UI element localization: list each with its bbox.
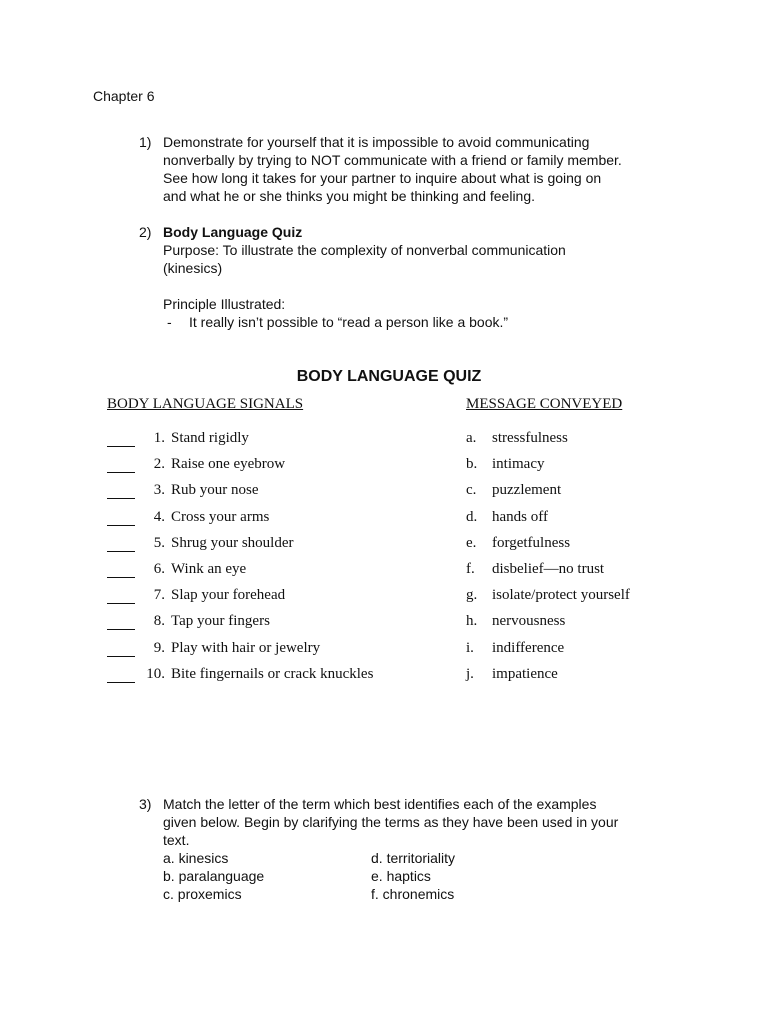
item-number: 1. bbox=[153, 430, 165, 446]
principle-item bbox=[163, 313, 683, 331]
terms-list bbox=[163, 849, 683, 903]
signal-text: Slap your forehead bbox=[171, 587, 286, 604]
term: c. proxemics bbox=[163, 886, 242, 902]
message-letter: i. bbox=[466, 639, 474, 656]
message-letter: f. bbox=[466, 561, 475, 577]
text-line: given below. Begin by clarifying the terms as they have been used in your bbox=[163, 814, 619, 830]
signal-text: Play with hair or jewelry bbox=[171, 639, 321, 656]
signal-text: Shrug your shoulder bbox=[171, 534, 294, 551]
message-text: disbelief—no trust bbox=[492, 561, 605, 577]
item-number: 3. bbox=[153, 482, 165, 499]
chapter-heading: Chapter 6 bbox=[93, 88, 155, 104]
message-text: nervousness bbox=[492, 613, 566, 630]
item-number: 6. bbox=[153, 561, 165, 577]
term: e. haptics bbox=[371, 868, 431, 884]
term: f. chronemics bbox=[371, 886, 455, 902]
messages-column-header: MESSAGE CONVEYED bbox=[466, 396, 623, 412]
message-letter: a. bbox=[466, 430, 477, 446]
message-letter: g. bbox=[466, 587, 478, 604]
item-number: 4. bbox=[153, 508, 165, 525]
signal-text: Tap your fingers bbox=[171, 613, 270, 630]
message-letter: j. bbox=[466, 665, 474, 682]
message-letter: h. bbox=[466, 613, 478, 630]
text-line: text. bbox=[163, 832, 190, 848]
text-line: nonverbally by trying to NOT communicate with a friend or family member. bbox=[163, 152, 622, 168]
question-3-text bbox=[163, 795, 683, 903]
term: a. kinesics bbox=[163, 850, 229, 866]
item-number: 2. bbox=[153, 456, 165, 473]
signal-text: Rub your nose bbox=[171, 482, 259, 499]
term: d. territoriality bbox=[371, 850, 456, 866]
term: b. paralanguage bbox=[163, 868, 265, 884]
message-text: stressfulness bbox=[492, 430, 568, 446]
message-text: impatience bbox=[492, 665, 558, 682]
signals-column-header: BODY LANGUAGE SIGNALS bbox=[107, 396, 304, 412]
item-number: 8. bbox=[153, 613, 165, 630]
text-line: Match the letter of the term which best identifies each of the examples bbox=[163, 796, 597, 812]
quiz-title: BODY LANGUAGE QUIZ bbox=[296, 368, 482, 385]
item-number: 7. bbox=[153, 587, 165, 604]
signal-text: Bite fingernails or crack knuckles bbox=[171, 665, 374, 682]
text-line: Demonstrate for yourself that it is impossible to avoid communicating bbox=[163, 134, 590, 150]
question-number: 2) bbox=[139, 224, 152, 240]
message-letter: c. bbox=[466, 482, 477, 499]
message-text: isolate/protect yourself bbox=[492, 587, 630, 604]
signal-text: Raise one eyebrow bbox=[171, 456, 286, 473]
signal-text: Cross your arms bbox=[171, 508, 270, 525]
dash-bullet: - bbox=[167, 314, 172, 330]
purpose-line: (kinesics) bbox=[163, 260, 223, 276]
message-letter: b. bbox=[466, 456, 478, 473]
signal-text: Wink an eye bbox=[171, 561, 247, 577]
question-number: 1) bbox=[139, 134, 152, 150]
question-number: 3) bbox=[139, 796, 152, 812]
message-letter: e. bbox=[466, 534, 477, 551]
item-number: 10. bbox=[146, 665, 165, 682]
question-1-text bbox=[163, 133, 683, 205]
message-text: puzzlement bbox=[492, 482, 562, 499]
item-number: 9. bbox=[153, 639, 165, 656]
item-number: 5. bbox=[153, 534, 165, 551]
text-line: and what he or she thinks you might be thinking and feeling. bbox=[163, 188, 536, 204]
principle-label: Principle Illustrated: bbox=[163, 296, 286, 312]
message-text: indifference bbox=[492, 639, 565, 656]
message-text: intimacy bbox=[492, 456, 545, 473]
question-2-text bbox=[163, 223, 683, 331]
question-title: Body Language Quiz bbox=[163, 224, 303, 240]
signal-text: Stand rigidly bbox=[171, 430, 249, 446]
text-line: See how long it takes for your partner to inquire about what is going on bbox=[163, 170, 602, 186]
principle-text: It really isn’t possible to “read a person like a book.” bbox=[189, 314, 509, 330]
message-text: forgetfulness bbox=[492, 534, 571, 551]
purpose-line: Purpose: To illustrate the complexity of nonverbal communication bbox=[163, 242, 566, 258]
message-letter: d. bbox=[466, 508, 478, 525]
message-text: hands off bbox=[492, 508, 548, 525]
